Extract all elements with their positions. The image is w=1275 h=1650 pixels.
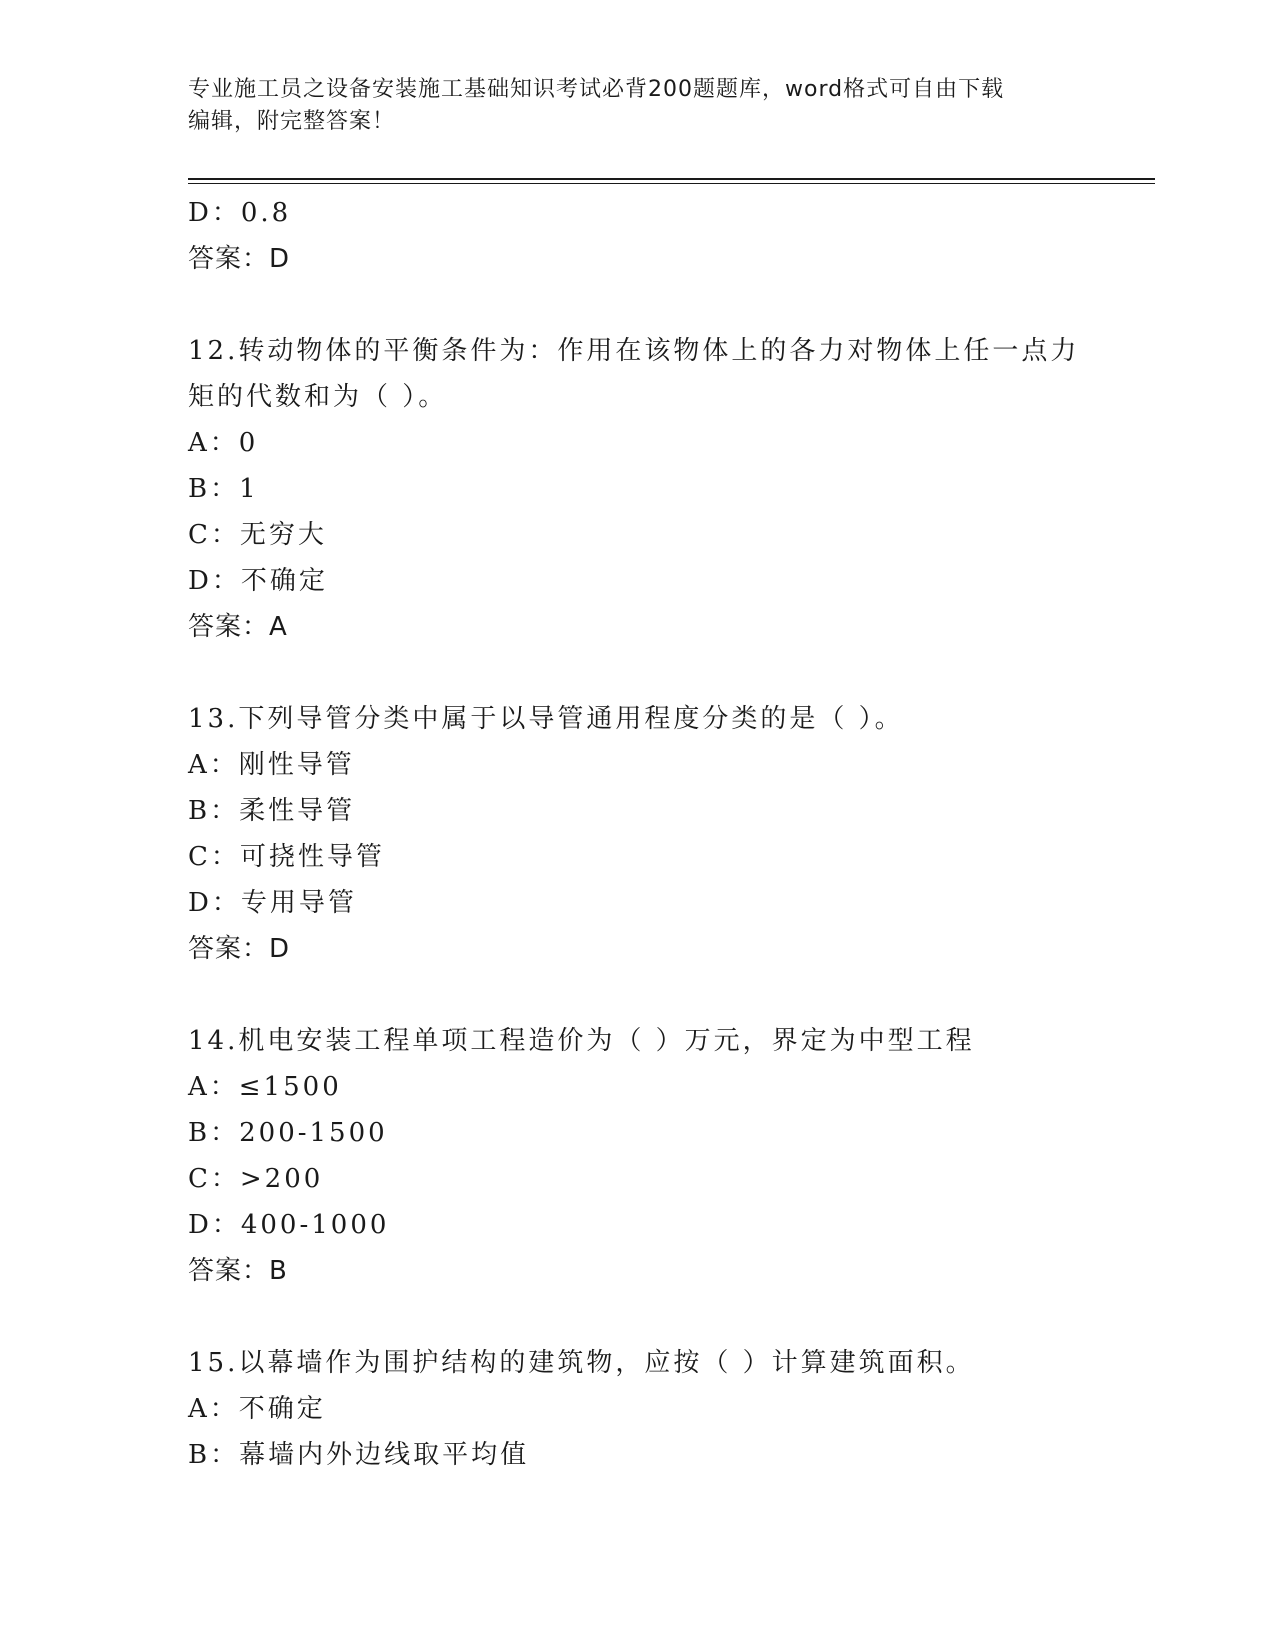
question-13 <box>188 696 1088 972</box>
answer-line: 答案：D <box>188 934 291 964</box>
question-stem-continued: 矩的代数和为（ ）。 <box>188 382 448 412</box>
header-divider-thin <box>188 183 1155 184</box>
option-b: B：幕墙内外边线取平均值 <box>188 1440 530 1470</box>
option-a: A：不确定 <box>188 1394 326 1424</box>
option-b: B：200-1500 <box>188 1118 388 1148</box>
option-b: B：1 <box>188 474 259 504</box>
option-c: C：无穷大 <box>188 520 327 550</box>
option-d: D：不确定 <box>188 566 328 596</box>
answer-line: 答案：D <box>188 244 291 274</box>
option-d: D：0.8 <box>188 198 292 228</box>
header-title-line-2: 编辑，附完整答案！ <box>188 109 396 134</box>
question-15 <box>188 1340 1088 1478</box>
option-c: C：可挠性导管 <box>188 842 385 872</box>
answer-line: 答案：A <box>188 612 288 642</box>
question-14 <box>188 1018 1088 1294</box>
option-a: A：0 <box>188 428 259 458</box>
header-title-line-1: 专业施工员之设备安装施工基础知识考试必背200题题库，word格式可自由下载 <box>188 77 1005 102</box>
question-list <box>188 190 1088 1478</box>
option-b: B：柔性导管 <box>188 796 356 826</box>
question-12 <box>188 328 1088 650</box>
question-stem: 12.转动物体的平衡条件为：作用在该物体上的各力对物体上任一点力 <box>188 336 1080 366</box>
option-a: A：刚性导管 <box>188 750 355 780</box>
document-header <box>188 74 1068 138</box>
question-stem: 15.以幕墙作为围护结构的建筑物，应按（ ）计算建筑面积。 <box>188 1348 975 1378</box>
option-d: D：专用导管 <box>188 888 357 918</box>
option-c: C：>200 <box>188 1164 324 1194</box>
header-divider-thick <box>188 178 1155 180</box>
question-stem: 14.机电安装工程单项工程造价为（ ）万元，界定为中型工程 <box>188 1026 975 1056</box>
answer-line: 答案：B <box>188 1256 288 1286</box>
partial-question-11 <box>188 190 1088 282</box>
option-a: A：≤1500 <box>188 1072 342 1102</box>
option-d: D：400-1000 <box>188 1210 390 1240</box>
question-stem: 13.下列导管分类中属于以导管通用程度分类的是（ ）。 <box>188 704 904 734</box>
